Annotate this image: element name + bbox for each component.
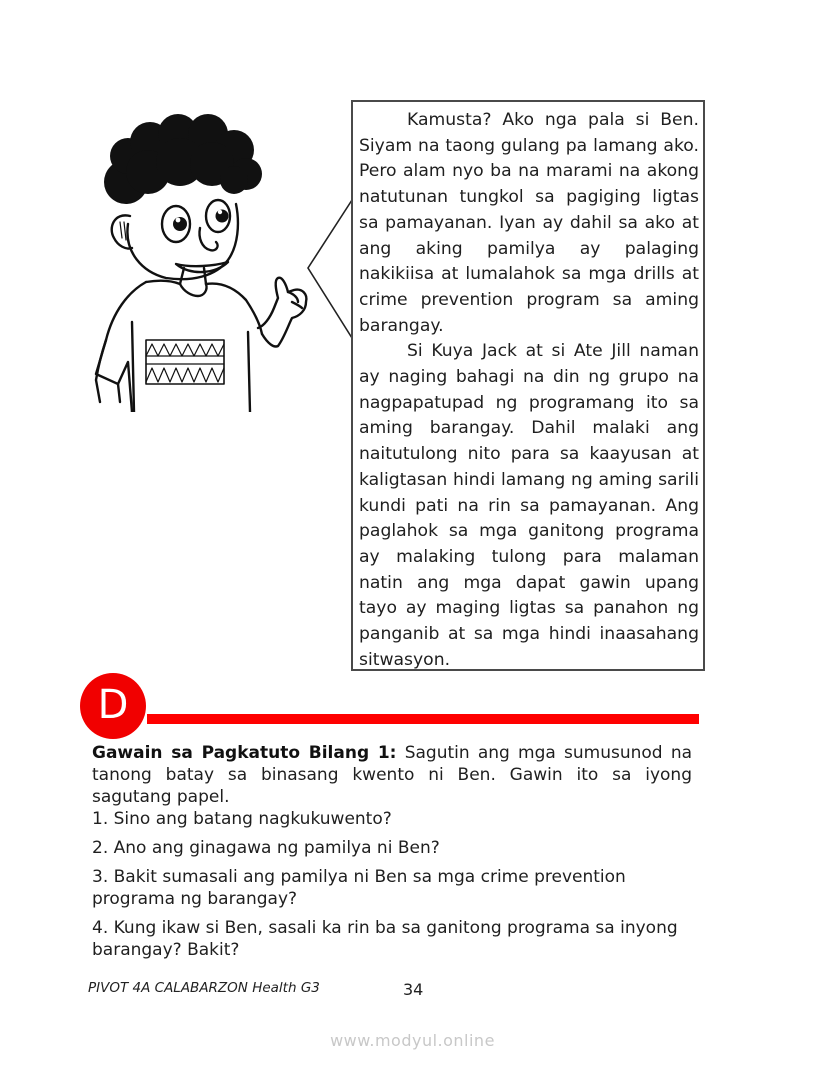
footer-module-label: PIVOT 4A CALABARZON Health G3 — [88, 980, 320, 996]
activity-section — [92, 742, 692, 961]
watermark: www.modyul.online — [330, 1031, 495, 1050]
activity-instructions-text: Sagutin ang mga sumusunod na tanong batay sa binasang kwento ni Ben. Gawin ito sa iyong sagutang papel. — [92, 743, 693, 807]
boy-ben-illustration — [88, 112, 320, 412]
question-4: 4. Kung ikaw si Ben, sasali ka rin ba sa ganitong programa sa inyong barangay? Bakit? — [92, 918, 678, 960]
activity-title: Gawain sa Pagkatuto Bilang 1: — [92, 743, 397, 763]
page-number: 34 — [403, 980, 424, 999]
hair — [104, 114, 262, 204]
story-paragraph-1: Kamusta? Ako nga pala si Ben. Siyam na taong gulang pa lamang ako. Pero alam nyo ba na marami na akong natutunan tungkol sa pagiging ligtas sa pamayanan. Iyan ay dahil sa ako at ang aking pamilya ay palaging nakikiisa at lumalahok sa mga drills at crime prevention program sa aming barangay. — [359, 110, 699, 336]
speech-bubble — [351, 100, 705, 671]
question-1: 1. Sino ang batang nagkukuwento? — [92, 809, 392, 829]
speech-bubble-text — [359, 108, 699, 673]
section-divider-bar — [147, 714, 699, 724]
activity-instructions — [92, 742, 692, 808]
question-2: 2. Ano ang ginagawa ng pamilya ni Ben? — [92, 838, 440, 858]
story-paragraph-2: Si Kuya Jack at si Ate Jill naman ay naging bahagi na din ng grupo na nagpapatupad ng programang ito sa aming barangay. Dahil malaki ang naitutulong nito para sa kaayusan at kaligtasan hindi lamang ng aming sarili kundi pati na rin sa pamayanan. Ang paglahok sa mga ganitong programa ay malaking tulong para malaman natin ang mga dapat gawin upang tayo ay maging ligtas sa panahon ng panganib at sa mga hindi inaasahang sitwasyon. — [359, 341, 699, 670]
section-letter-badge: D — [80, 673, 146, 739]
question-3: 3. Bakit sumasali ang pamilya ni Ben sa mga crime prevention programa ng barangay? — [92, 867, 626, 909]
